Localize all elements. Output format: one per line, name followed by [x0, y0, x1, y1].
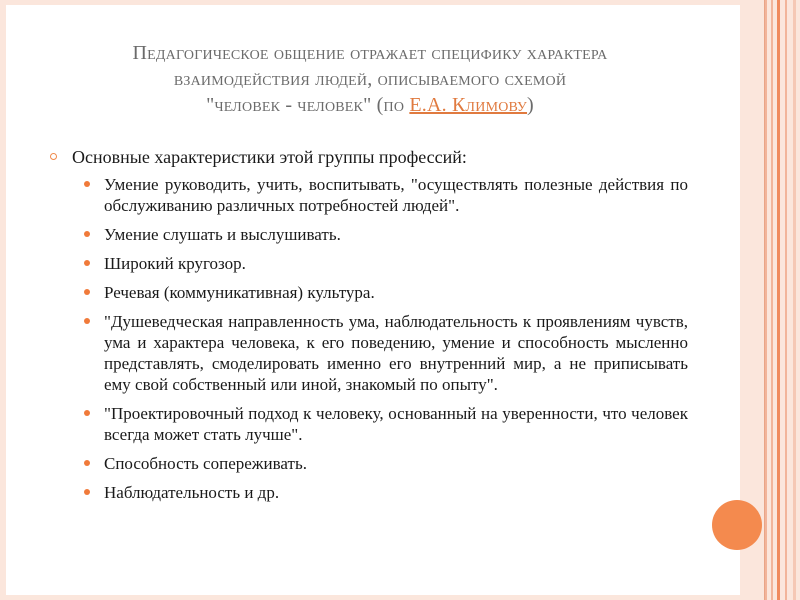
dot-bullet-icon: [84, 410, 90, 416]
list-item: [48, 282, 688, 303]
list-item-text: Умение слушать и выслушивать.: [104, 225, 341, 244]
list-item: [48, 174, 688, 216]
frame-divider: [764, 0, 765, 600]
list-item: [48, 453, 688, 474]
decorative-circle: [712, 500, 762, 550]
dot-bullet-icon: [84, 460, 90, 466]
title-line-2: взаимодействия людей, описываемого схемой: [173, 68, 567, 90]
list-item: [48, 224, 688, 245]
decorative-stripe: [785, 0, 787, 600]
list-item: [48, 403, 688, 445]
list-item: [48, 253, 688, 274]
decorative-stripe: [777, 0, 780, 600]
decorative-stripe: [793, 0, 796, 600]
list-item-text: "Душеведческая направленность ума, наблюдательность к проявлениям чувств, ума и характера человека, к его поведению, умение и способность мысленно представлять, смоделировать именно его внутренний мир, а не приписывать ему свой собственный или иной, знакомый по опыту".: [104, 312, 688, 394]
list-item: [48, 311, 688, 395]
slide-body: [48, 146, 688, 511]
dot-bullet-icon: [84, 318, 90, 324]
title-line-3-suffix: ): [527, 94, 534, 116]
list-item-text: Широкий кругозор.: [104, 254, 246, 273]
frame-left: [0, 0, 6, 600]
dot-bullet-icon: [84, 181, 90, 187]
list-item-text: Умение руководить, учить, воспитывать, "осуществлять полезные действия по обслуживанию различных потребностей людей".: [104, 175, 688, 215]
dot-bullet-icon: [84, 289, 90, 295]
klimov-link[interactable]: Е.А. Климову: [409, 94, 528, 116]
list-item-text: "Проектировочный подход к человеку, основанный на уверенности, что человек всегда может стать лучше".: [104, 404, 688, 444]
frame-bottom: [0, 595, 800, 600]
dot-bullet-icon: [84, 489, 90, 495]
list-item-text: Способность сопереживать.: [104, 454, 307, 473]
ring-bullet-icon: [50, 153, 57, 160]
list-heading: [48, 146, 688, 168]
dot-bullet-icon: [84, 231, 90, 237]
title-line-3-prefix: "человек - человек" (по: [206, 94, 410, 116]
decorative-stripe: [771, 0, 773, 600]
title-line-3: [40, 92, 700, 118]
list-item-text: Наблюдательность и др.: [104, 483, 280, 502]
list-item: [48, 482, 688, 503]
frame-top: [0, 0, 800, 5]
list-item-text: Речевая (коммуникативная) культура.: [104, 283, 375, 302]
title-line-1: Педагогическое общение отражает специфику характера: [132, 42, 608, 64]
list-heading-text: Основные характеристики этой группы профессий:: [72, 147, 467, 167]
dot-bullet-icon: [84, 260, 90, 266]
slide-title: [40, 40, 700, 118]
